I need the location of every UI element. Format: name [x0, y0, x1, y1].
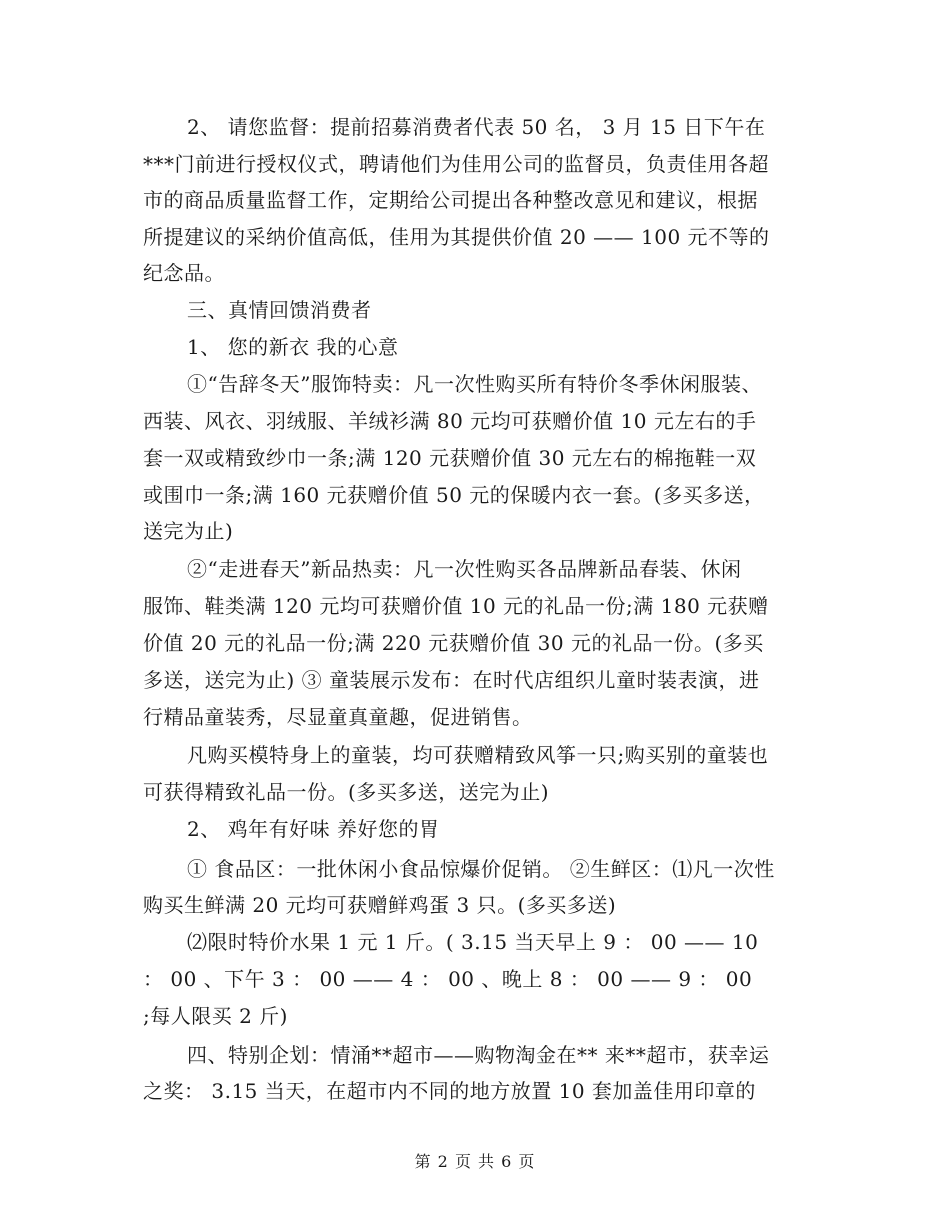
paragraph-line: 购买生鲜满 20 元均可获赠鲜鸡蛋 3 只。(多买多送): [143, 893, 617, 917]
paragraph-line: 凡购买模特身上的童装，均可获赠精致风筝一只;购买别的童装也: [187, 743, 769, 767]
paragraph-line: 2、 请您监督：提前招募消费者代表 50 名， 3 月 15 日下午在: [187, 115, 766, 139]
paragraph-line: 套一双或精致纱巾一条;满 120 元获赠价值 30 元左右的棉拖鞋一双: [143, 446, 757, 470]
paragraph-line: 或围巾一条;满 160 元获赠价值 50 元的保暖内衣一套。(多买多送，: [143, 483, 765, 507]
subsection-heading: 1、 您的新衣 我的心意: [187, 335, 399, 359]
paragraph-line: 行精品童装秀，尽显童真童趣，促进销售。: [143, 705, 533, 729]
paragraph-line: 可获得精致礼品一份。(多买多送，送完为止): [143, 780, 550, 804]
paragraph-line: 多送，送完为止) ③ 童装展示发布：在时代店组织儿童时装表演，进: [143, 668, 760, 692]
paragraph-line: 之奖： 3.15 当天，在超市内不同的地方放置 10 套加盖佳用印章的: [143, 1079, 756, 1103]
paragraph-line: ⑵限时特价水果 1 元 1 斤。( 3.15 当天早上 9 ： 00 —— 10: [187, 930, 759, 954]
paragraph-line: 市的商品质量监督工作，定期给公司提出各种整改意见和建议，根据: [143, 188, 758, 212]
section-heading: 三、真情回馈消费者: [187, 298, 372, 322]
paragraph-line: 价值 20 元的礼品一份;满 220 元获赠价值 30 元的礼品一份。(多买: [143, 631, 764, 655]
paragraph-line: 送完为止): [143, 519, 234, 543]
page-number-footer: 第 2 页 共 6 页: [414, 1152, 536, 1171]
paragraph-line: 服饰、鞋类满 120 元均可获赠价值 10 元的礼品一份;满 180 元获赠: [143, 594, 769, 618]
subsection-heading: 2、 鸡年有好味 养好您的胃: [187, 817, 440, 841]
paragraph-line: ;每人限买 2 斤): [143, 1004, 288, 1028]
paragraph-line: 西装、风衣、羽绒服、羊绒衫满 80 元均可获赠价值 10 元左右的手: [143, 409, 757, 433]
paragraph-line: ①“告辞冬天”服饰特卖：凡一次性购买所有特价冬季休闲服装、: [187, 372, 762, 396]
paragraph-line: ： 00 、下午 3 ： 00 —— 4 ： 00 、晚上 8 ： 00 —— 9 ： 00: [143, 967, 753, 991]
paragraph-line: ***门前进行授权仪式，聘请他们为佳用公司的监督员，负责佳用各超: [143, 152, 769, 176]
section-heading: 四、特别企划：情涌**超市——购物淘金在** 来**超市，获幸运: [187, 1043, 770, 1067]
paragraph-line: ②“走进春天”新品热卖：凡一次性购买各品牌新品春装、休闲: [187, 557, 742, 581]
paragraph-line: 所提建议的采纳价值高低，佳用为其提供价值 20 —— 100 元不等的: [143, 225, 770, 249]
paragraph-line: 纪念品。: [143, 261, 225, 285]
paragraph-line: ① 食品区：一批休闲小食品惊爆价促销。 ②生鲜区：⑴凡一次性: [187, 857, 775, 881]
